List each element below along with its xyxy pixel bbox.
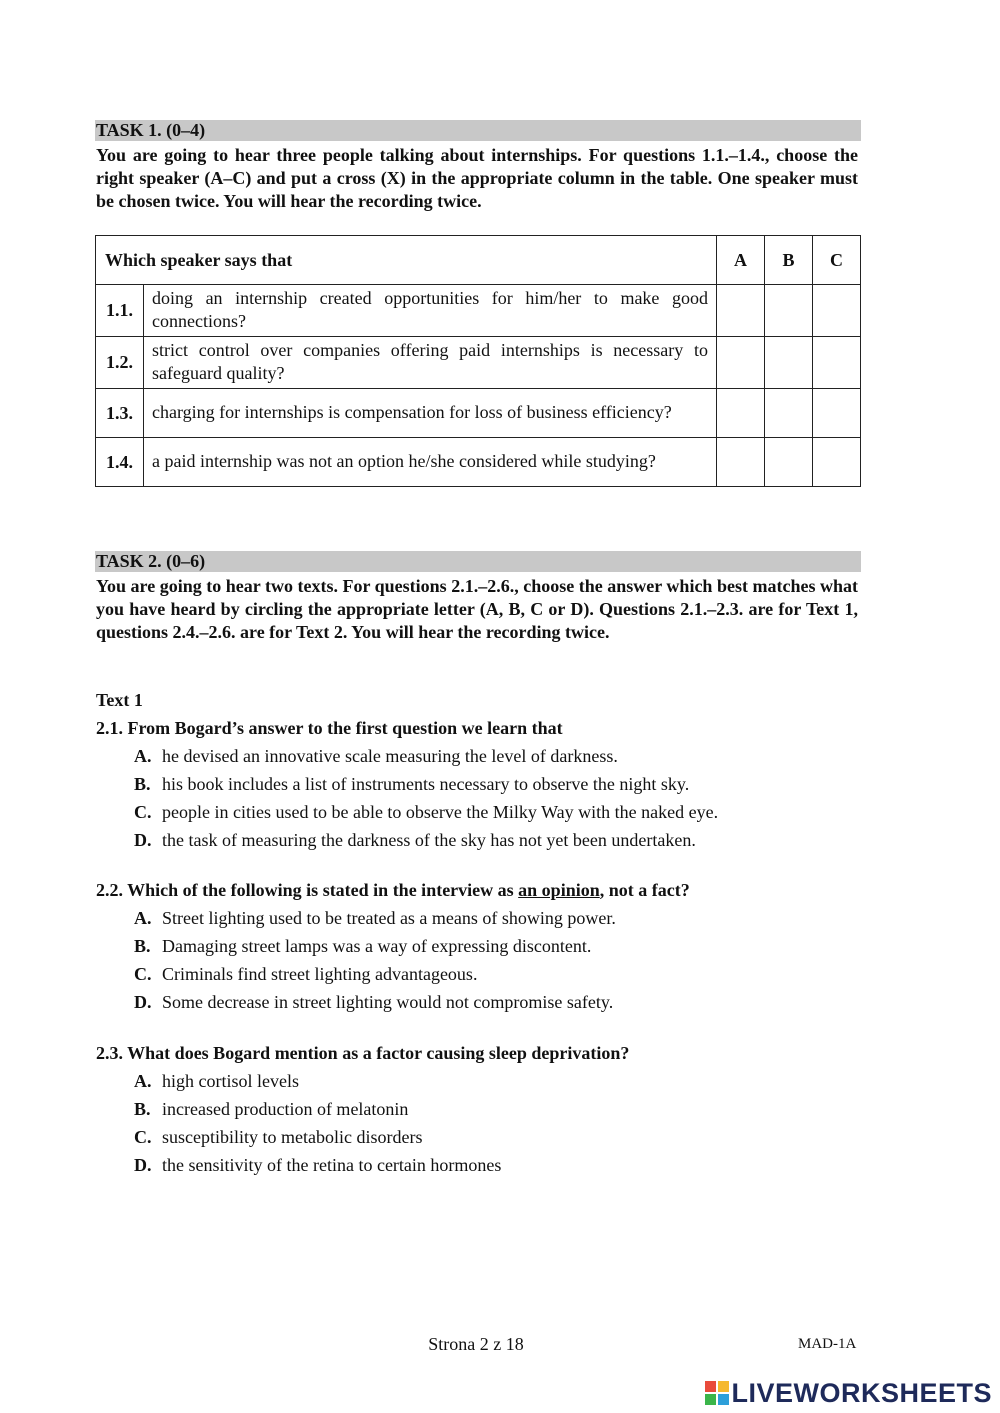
text-label: Text 1 — [96, 690, 143, 710]
question-stem-end: , not a fact? — [599, 880, 690, 900]
answer-cell-a[interactable] — [717, 389, 765, 438]
exam-code: MAD-1A — [798, 1336, 857, 1352]
option-letter: D. — [134, 1155, 152, 1175]
option-2-2-a[interactable] — [134, 908, 616, 929]
option-2-2-b[interactable] — [134, 936, 591, 957]
row-number: 1.1. — [96, 285, 144, 337]
option-text: Damaging street lamps was a way of expressing discontent. — [162, 936, 592, 956]
row-text: charging for internships is compensation for loss of business efficiency? — [144, 389, 717, 438]
option-letter: A. — [134, 1071, 152, 1091]
option-letter: B. — [134, 936, 151, 956]
option-letter: C. — [134, 802, 152, 822]
page-number: Strona 2 z 18 — [428, 1334, 524, 1354]
option-2-3-a[interactable] — [134, 1071, 299, 1092]
option-2-2-d[interactable] — [134, 992, 613, 1013]
option-2-1-c[interactable] — [134, 802, 718, 823]
option-letter: D. — [134, 992, 152, 1012]
option-text: he devised an innovative scale measuring the level of darkness. — [162, 746, 618, 766]
option-letter: C. — [134, 964, 152, 984]
liveworksheets-logo-icon — [705, 1381, 729, 1405]
answer-cell-c[interactable] — [813, 285, 861, 337]
option-letter: C. — [134, 1127, 152, 1147]
option-text: his book includes a list of instruments necessary to observe the night sky. — [162, 774, 690, 794]
column-b-header: B — [765, 236, 813, 285]
option-text: increased production of melatonin — [162, 1099, 409, 1119]
table-row — [96, 285, 861, 337]
option-text: Street lighting used to be treated as a means of showing power. — [162, 908, 616, 928]
option-2-1-b[interactable] — [134, 774, 689, 795]
table-row — [96, 438, 861, 487]
row-text: a paid internship was not an option he/she considered while studying? — [144, 438, 717, 487]
question-2-1: 2.1. From Bogard’s answer to the first question we learn that — [96, 718, 563, 738]
task1-title: TASK 1. (0–4) — [95, 120, 861, 141]
option-text: Criminals find street lighting advantageous. — [162, 964, 478, 984]
option-letter: A. — [134, 908, 152, 928]
logo-square — [705, 1394, 716, 1405]
option-2-2-c[interactable] — [134, 964, 477, 985]
option-letter: D. — [134, 830, 152, 850]
answer-cell-b[interactable] — [765, 285, 813, 337]
option-text: the task of measuring the darkness of the sky has not yet been undertaken. — [162, 830, 696, 850]
option-text: people in cities used to be able to observe the Milky Way with the naked eye. — [162, 802, 719, 822]
option-text: Some decrease in street lighting would not compromise safety. — [162, 992, 614, 1012]
answer-cell-a[interactable] — [717, 337, 765, 389]
option-2-1-d[interactable] — [134, 830, 696, 851]
task1-table — [95, 235, 861, 487]
row-number: 1.2. — [96, 337, 144, 389]
answer-cell-a[interactable] — [717, 285, 765, 337]
question-2-3: 2.3. What does Bogard mention as a factor causing sleep deprivation? — [96, 1043, 630, 1063]
option-letter: A. — [134, 746, 152, 766]
option-2-1-a[interactable] — [134, 746, 618, 767]
question-stem-start: 2.2. Which of the following is stated in the interview as — [96, 880, 519, 900]
question-stem-underlined: an opinion — [518, 880, 600, 900]
row-number: 1.3. — [96, 389, 144, 438]
answer-cell-a[interactable] — [717, 438, 765, 487]
logo-square — [718, 1381, 729, 1392]
option-2-3-b[interactable] — [134, 1099, 408, 1120]
answer-cell-b[interactable] — [765, 389, 813, 438]
answer-cell-c[interactable] — [813, 389, 861, 438]
logo-square — [718, 1394, 729, 1405]
option-letter: B. — [134, 774, 151, 794]
answer-cell-b[interactable] — [765, 438, 813, 487]
row-text: doing an internship created opportunities for him/her to make good connections? — [144, 285, 717, 337]
option-2-3-d[interactable] — [134, 1155, 501, 1176]
liveworksheets-watermark — [705, 1378, 992, 1408]
table-row — [96, 389, 861, 438]
column-a-header: A — [717, 236, 765, 285]
question-2-2 — [96, 880, 690, 901]
option-2-3-c[interactable] — [134, 1127, 422, 1148]
task2-title: TASK 2. (0–6) — [95, 551, 861, 572]
row-number: 1.4. — [96, 438, 144, 487]
table-header-row — [96, 236, 861, 285]
answer-cell-b[interactable] — [765, 337, 813, 389]
logo-square — [705, 1381, 716, 1392]
column-c-header: C — [813, 236, 861, 285]
answer-cell-c[interactable] — [813, 337, 861, 389]
task1-instruction: You are going to hear three people talking about internships. For questions 1.1.–1.4., choose the right speaker (A–C) and put a cross (X) in the appropriate column in the table. One speaker must be chosen twice. You will hear the recording twice. — [96, 145, 858, 211]
option-text: susceptibility to metabolic disorders — [162, 1127, 423, 1147]
answer-cell-c[interactable] — [813, 438, 861, 487]
row-text: strict control over companies offering paid internships is necessary to safeguard quality? — [144, 337, 717, 389]
table-row — [96, 337, 861, 389]
task2-instruction: You are going to hear two texts. For questions 2.1.–2.6., choose the answer which best matches what you have heard by circling the appropriate letter (A, B, C or D). Questions 2.1.–2.3. are for Text 1, questions 2.4.–2.6. are for Text 2. You will hear the recording twice. — [96, 576, 858, 642]
table-header-question: Which speaker says that — [96, 236, 717, 285]
option-letter: B. — [134, 1099, 151, 1119]
option-text: high cortisol levels — [162, 1071, 299, 1091]
option-text: the sensitivity of the retina to certain hormones — [162, 1155, 502, 1175]
watermark-text: LIVEWORKSHEETS — [731, 1377, 992, 1408]
